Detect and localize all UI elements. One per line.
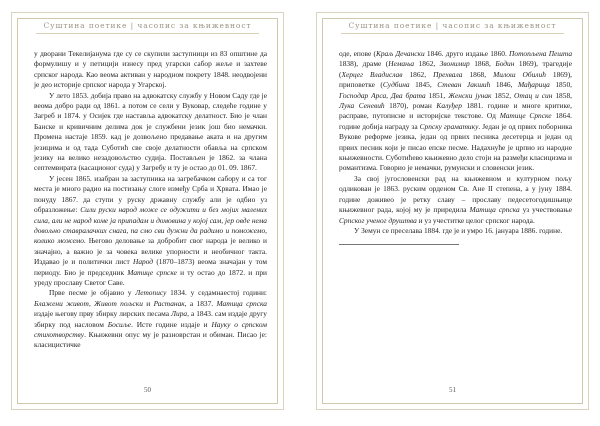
paragraph: У јесен 1865. изабран за заступника на загребачком сабору и са тог места је много радио на постизању слоге између Срба и Хрвата. Имао је понуду 1867. да ступи у руску државну службу али је одбио уз образложење: Сили руски народ може се одужити и без мојих малених сила, али не народ коме ја припадам и домовина у којој сам, јер овде нема довољно ставралачких снага, па смо сви дужни да радимо и поможемо, колико можемо. Његово деловање за добробит свог народа је велико и значајно, а важно је за човека велике упорности и необичног такта. Издавао је и политички лист Народ (1870–1873) веома значајан у том периоду. Био је председник Матице српске и ту остао до 1872. и при уреду прославу Светог Саве. (34, 173, 267, 287)
end-rule (339, 244, 459, 245)
left-body-text (34, 49, 267, 351)
right-page (316, 12, 589, 410)
left-page-frame (17, 18, 278, 404)
paragraph: У лето 1853. добија право на адвокатску службу у Новом Саду где је веома добро ради од 1861. а потом се сели у Вуковар, следеће године у Загреб и 1874. у Осијек где наставља адвокатску делатност. Био је члан Банске и кривичним делима док је службени језик још био немачки. Промена настаје 1859. кад је дозвољено предавање аката и на другим језицима и од тада Суботић све своје делатности обавља на српском језику на велико незадовољство судија. Постављен је 1862. за члана септемвирата (касационог суда) у Загребу и ту је остао до 01. 09. 1867. (34, 90, 267, 173)
running-header: Суштина поетике | часопис за књижевност (43, 21, 252, 30)
paragraph: За свој југословенски рад на књижевном и културном пољу одликован је 1863. руским орденом Св. Ане II степена, а у јуну 1884. године доживео је ретку славу – прославу педесетогодишњице књижевног рада, којој му је приредила Матица српска уз учествовање Српског ученог друштва и уз учеститке целог српског народа. (339, 173, 572, 225)
paragraph: Прве песме је објавио у Летопису 1834. у седамнаестој години: Блажени живот, Живот пољски и Растанак, а 1837. Матица српска издаје његову прву збирку лирских песама Лира, а 1843. сам издаје другу збирку под насловом Босиље. Исте године издаје и Науку о српском стихотворству. Књижевни опус му је разноврстан и обиман. Писао је: класицистичке (34, 288, 268, 350)
header-rule (341, 33, 564, 34)
left-page (11, 12, 284, 410)
paragraph: оде, епове (Краљ Дечански 1846. друго издање 1860. Потопљена Пешта 1838), драме (Немања 1862, Звонимир 1868, Бодин 1869), трагедије (Херцег Владислав 1862, Прехвала 1868, Милош Обилић 1869), приповетке (Судбина 1845, Стеван Јакшић 1846, Мађарица 1850, Господар Арса, Два брата 1851, Женски јунак 1852, Отац и син 1858, Лука Сеневић 1870), роман Калуђер 1881. године и многе критике, расправе, путописне и историјске текстове. Од Матице Српске 1864. године добија награду за Српску граматику. Један је од првих поборника Вукове реформе језика, један од првих песника десетерца и један од првих песник који је писао епске песме. Надахнуће је црпио из народне књижевности. Суботићево књижевно дело стоји на размеђи класицизма и романтизма. Говорио је немачки, румунски и словенски језик. (339, 49, 573, 173)
paragraph: у дворани Текелијанума где су се скупили заступници из 83 општине да формулишу и у петицији изнесу пред угарски сабор жеље и захтеве српског народа. Као веома активан у народном покрету 1848. неодвојени је део историје српског народа у Угарској. (34, 49, 267, 90)
page-number: 51 (449, 386, 456, 394)
header-rule (36, 33, 259, 34)
right-page-frame (322, 18, 583, 404)
paragraph: У Земун се преселава 1884. где је и умро 16. јануара 1886. године. (354, 225, 563, 235)
right-body-text (339, 49, 572, 245)
running-header: Суштина поетике | часопис за књижевност (348, 21, 557, 30)
page-number: 50 (144, 386, 151, 394)
